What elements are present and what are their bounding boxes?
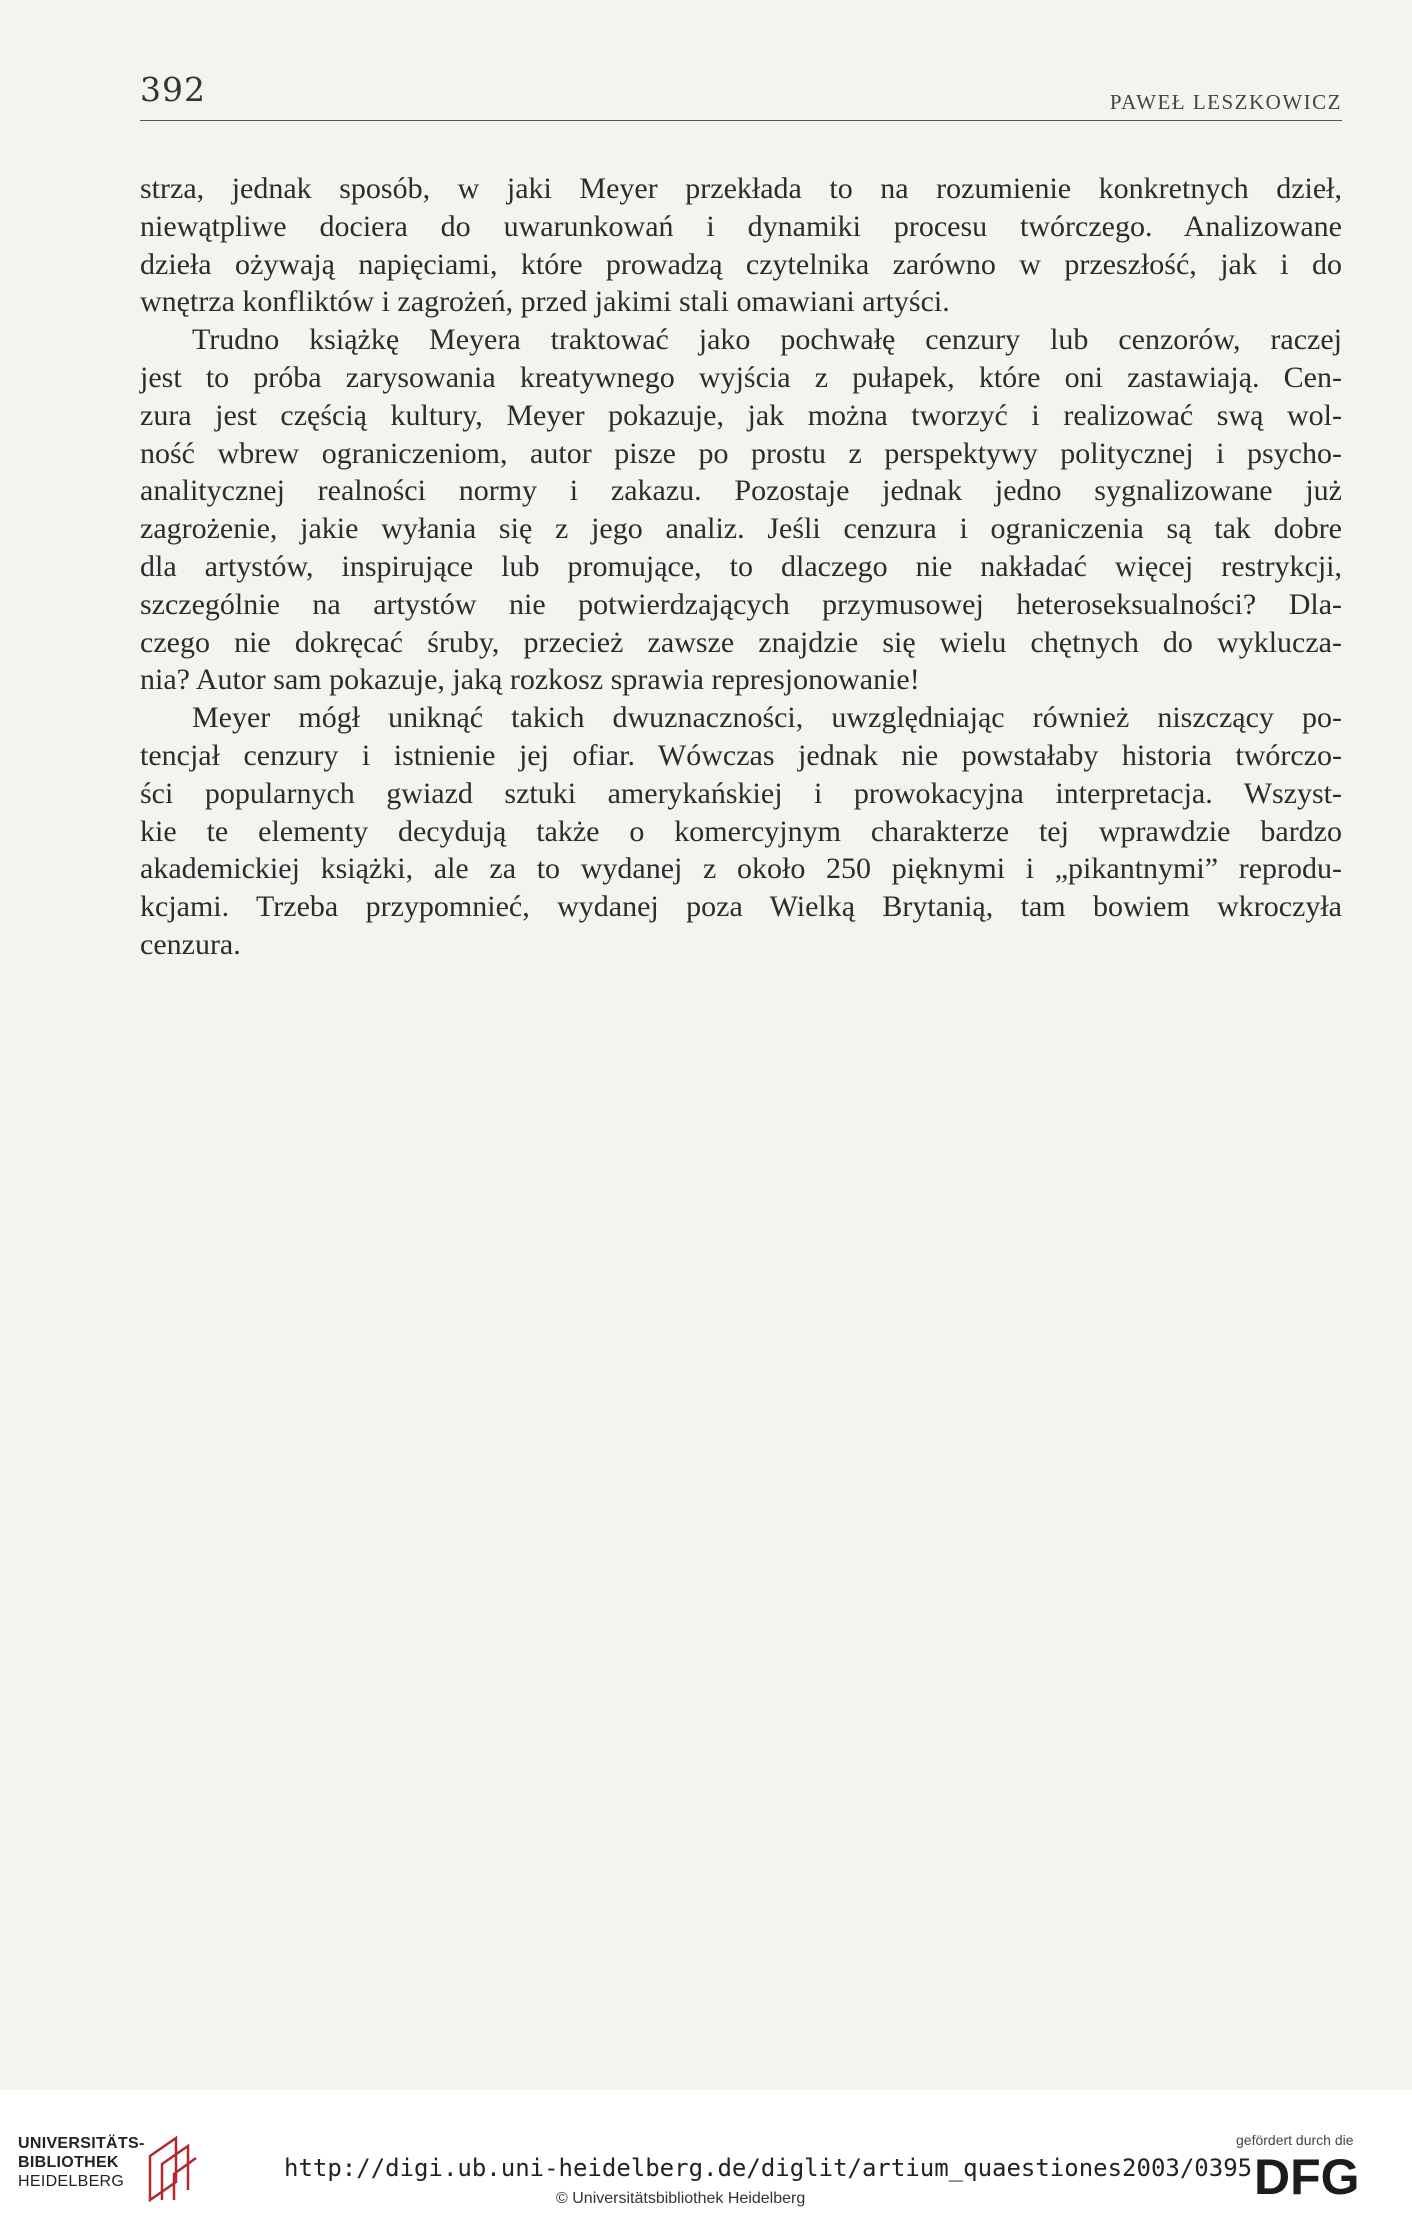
text-line: zagrożenie, jakie wyłania się z jego analiz. Jeśli cenzura i ograniczenia są tak dobre bbox=[140, 512, 1342, 546]
text-line: jest to próba zarysowania kreatywnego wyjścia z pułapek, które oni zastawiają. Cen- bbox=[140, 360, 1342, 394]
text-line: ność wbrew ograniczeniom, autor pisze po prostu z perspektywy politycznej i psycho- bbox=[140, 436, 1342, 470]
footer-bar bbox=[0, 2090, 1412, 2218]
text-line: zura jest częścią kultury, Meyer pokazuje, jak można tworzyć i realizować swą wol- bbox=[140, 398, 1342, 432]
library-name-line-3: HEIDELBERG bbox=[18, 2173, 125, 2190]
library-name-line-1: UNIVERSITÄTS- bbox=[18, 2135, 145, 2152]
library-logo[interactable] bbox=[18, 2134, 198, 2202]
body-text bbox=[140, 170, 1342, 964]
dfg-logo-icon[interactable] bbox=[1254, 2150, 1386, 2202]
text-line: szczególnie na artystów nie potwierdzających przymusowej heteroseksualności? Dla- bbox=[140, 587, 1342, 621]
page-header bbox=[140, 68, 1342, 121]
text-line: Trudno książkę Meyera traktować jako pochwałę cenzury lub cenzorów, raczej bbox=[192, 323, 1342, 357]
library-name-line-2: BIBLIOTHEK bbox=[18, 2154, 119, 2171]
text-line: kie te elementy decydują także o komercyjnym charakterze tej wprawdzie bardzo bbox=[140, 814, 1342, 848]
library-name bbox=[18, 2134, 145, 2191]
text-line: nia? Autor sam pokazuje, jaką rozkosz sprawia represjonowanie! bbox=[140, 663, 920, 697]
text-line: dzieła ożywają napięciami, które prowadzą czytelnika zarówno w przeszłość, jak i do bbox=[140, 247, 1342, 281]
copyright-notice: © Universitätsbibliothek Heidelberg bbox=[556, 2190, 806, 2207]
text-line: czego nie dokręcać śruby, przecież zawsze znajdzie się wielu chętnych do wyklucza- bbox=[140, 625, 1342, 659]
permalink-url[interactable]: http://digi.ub.uni-heidelberg.de/diglit/artium_quaestiones2003/0395 bbox=[284, 2154, 1253, 2182]
text-line: wnętrza konfliktów i zagrożeń, przed jakimi stali omawiani artyści. bbox=[140, 285, 950, 319]
text-line: kcjami. Trzeba przypomnieć, wydanej poza Wielką Brytanią, tam bowiem wkroczyła bbox=[140, 890, 1342, 924]
library-mark-icon bbox=[146, 2134, 198, 2202]
page-number: 392 bbox=[140, 70, 206, 109]
running-head: PAWEŁ LESZKOWICZ bbox=[1109, 90, 1342, 114]
text-line: strza, jednak sposób, w jaki Meyer przekłada to na rozumienie konkretnych dzieł, bbox=[140, 172, 1342, 205]
text-line: Meyer mógł uniknąć takich dwuznaczności, uwzględniając również niszczący po- bbox=[192, 701, 1342, 735]
text-line: akademickiej książki, ale za to wydanej z około 250 pięknymi i „pikantnymi” reprodu- bbox=[140, 852, 1342, 886]
text-line: niewątpliwe dociera do uwarunkowań i dynamiki procesu twórczego. Analizowane bbox=[140, 209, 1342, 243]
text-line: ści popularnych gwiazd sztuki amerykańskiej i prowokacyjna interpretacja. Wszyst- bbox=[140, 776, 1342, 810]
text-line: dla artystów, inspirujące lub promujące, to dlaczego nie nakładać więcej restrykcji, bbox=[140, 549, 1342, 583]
text-line: cenzura. bbox=[140, 927, 241, 961]
text-line: tencjał cenzury i istnienie jej ofiar. Wówczas jednak nie powstałaby historia twórczo- bbox=[140, 738, 1342, 772]
dfg-logo-text: DFG bbox=[1254, 2150, 1360, 2202]
funding-caption: gefördert durch die bbox=[1236, 2132, 1354, 2148]
text-line: analitycznej realności normy i zakazu. Pozostaje jednak jedno sygnalizowane już bbox=[140, 474, 1342, 508]
